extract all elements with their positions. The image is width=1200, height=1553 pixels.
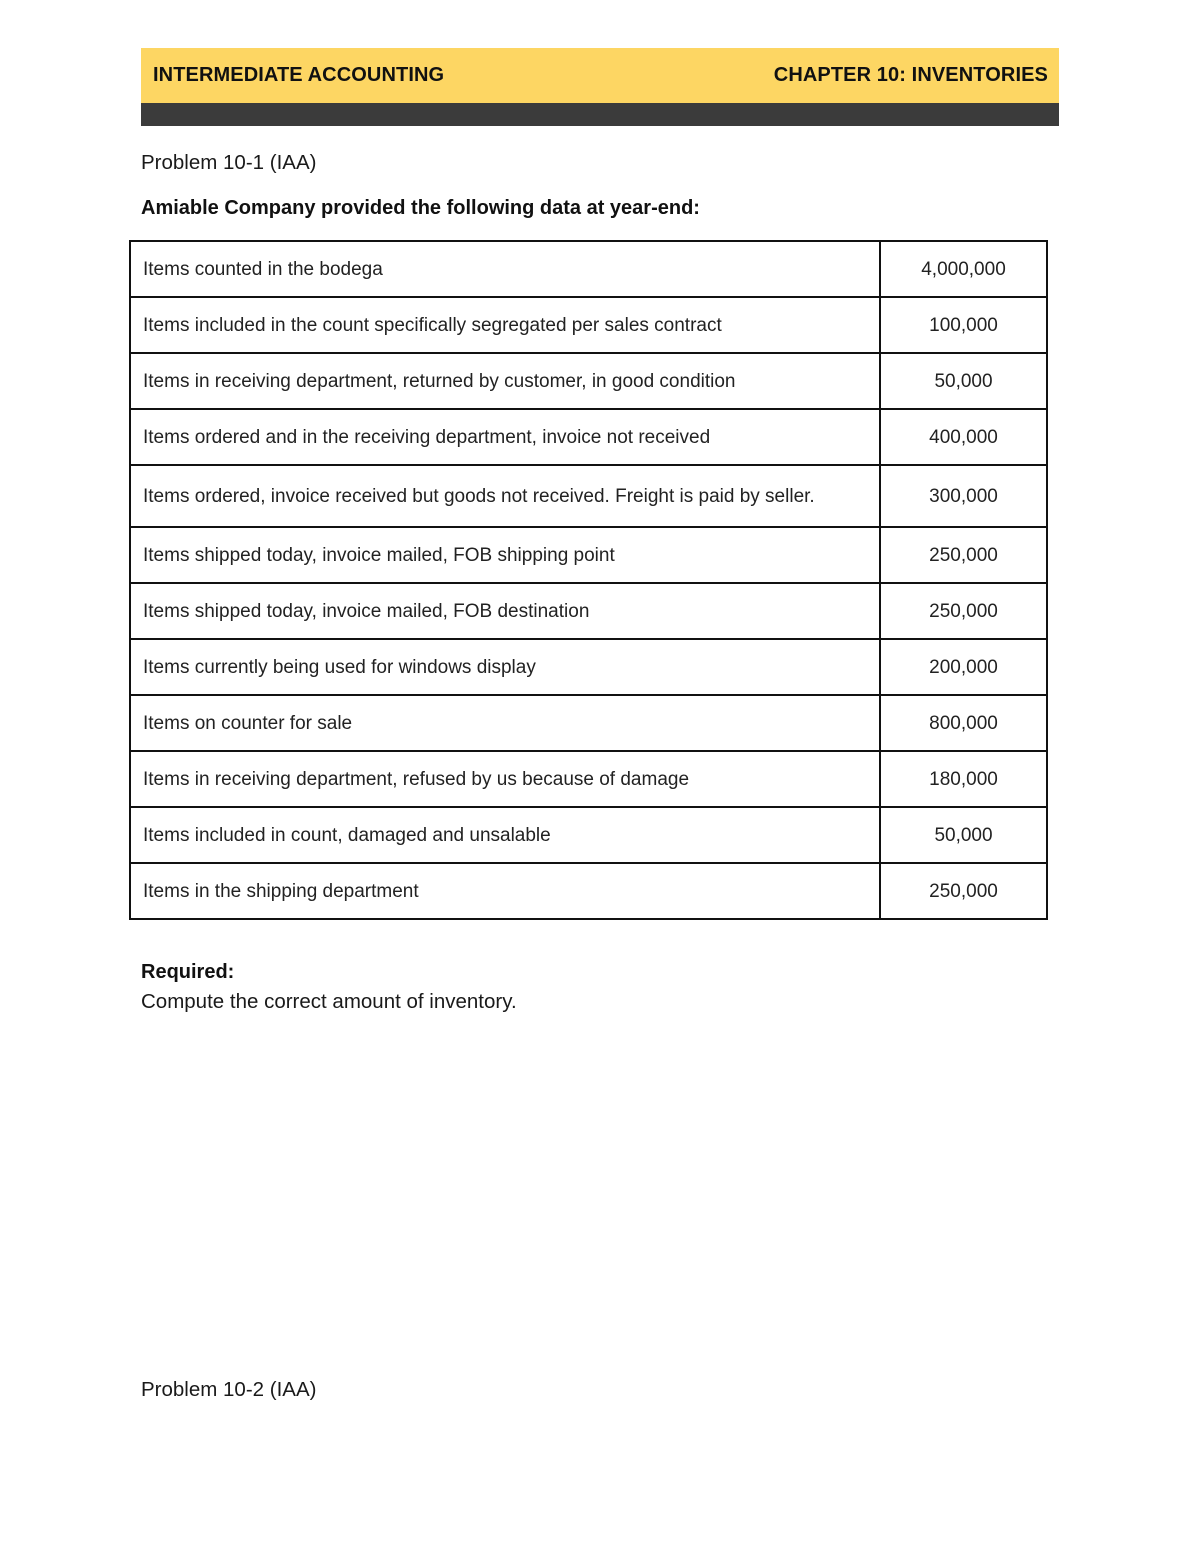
row-description: Items shipped today, invoice mailed, FOB shipping point [130, 527, 880, 583]
row-amount: 400,000 [880, 409, 1047, 465]
row-amount: 250,000 [880, 583, 1047, 639]
table-row [130, 409, 1047, 465]
row-amount: 180,000 [880, 751, 1047, 807]
table-row [130, 583, 1047, 639]
row-amount: 300,000 [880, 465, 1047, 527]
row-amount: 200,000 [880, 639, 1047, 695]
row-description: Items in receiving department, refused by us because of damage [130, 751, 880, 807]
problem-title: Problem 10-1 (IAA) [141, 151, 317, 174]
row-description: Items included in count, damaged and unsalable [130, 807, 880, 863]
row-description: Items ordered and in the receiving department, invoice not received [130, 409, 880, 465]
row-description: Items ordered, invoice received but goods not received. Freight is paid by seller. [130, 465, 880, 527]
row-amount: 250,000 [880, 863, 1047, 919]
row-amount: 50,000 [880, 807, 1047, 863]
row-description: Items in receiving department, returned by customer, in good condition [130, 353, 880, 409]
row-amount: 4,000,000 [880, 241, 1047, 297]
row-description: Items shipped today, invoice mailed, FOB destination [130, 583, 880, 639]
row-description: Items currently being used for windows display [130, 639, 880, 695]
table-row [130, 639, 1047, 695]
table-row [130, 807, 1047, 863]
chapter-title: CHAPTER 10: INVENTORIES [773, 64, 1048, 86]
problem-title: Problem 10-2 (IAA) [141, 1378, 317, 1401]
course-title: INTERMEDIATE ACCOUNTING [153, 64, 445, 86]
table-row [130, 465, 1047, 527]
table-row [130, 751, 1047, 807]
row-amount: 100,000 [880, 297, 1047, 353]
row-description: Items counted in the bodega [130, 241, 880, 297]
problem-intro: Amiable Company provided the following data at year-end: [141, 197, 700, 219]
header-bar [141, 103, 1059, 126]
row-amount: 250,000 [880, 527, 1047, 583]
table-row [130, 527, 1047, 583]
inventory-data-table [129, 240, 1048, 920]
table-row [130, 297, 1047, 353]
table-row [130, 695, 1047, 751]
row-description: Items in the shipping department [130, 863, 880, 919]
table-row [130, 241, 1047, 297]
required-text: Compute the correct amount of inventory. [141, 990, 517, 1013]
row-description: Items on counter for sale [130, 695, 880, 751]
table-row [130, 863, 1047, 919]
row-amount: 50,000 [880, 353, 1047, 409]
row-amount: 800,000 [880, 695, 1047, 751]
table-row [130, 353, 1047, 409]
row-description: Items included in the count specifically segregated per sales contract [130, 297, 880, 353]
required-label: Required: [141, 961, 235, 983]
